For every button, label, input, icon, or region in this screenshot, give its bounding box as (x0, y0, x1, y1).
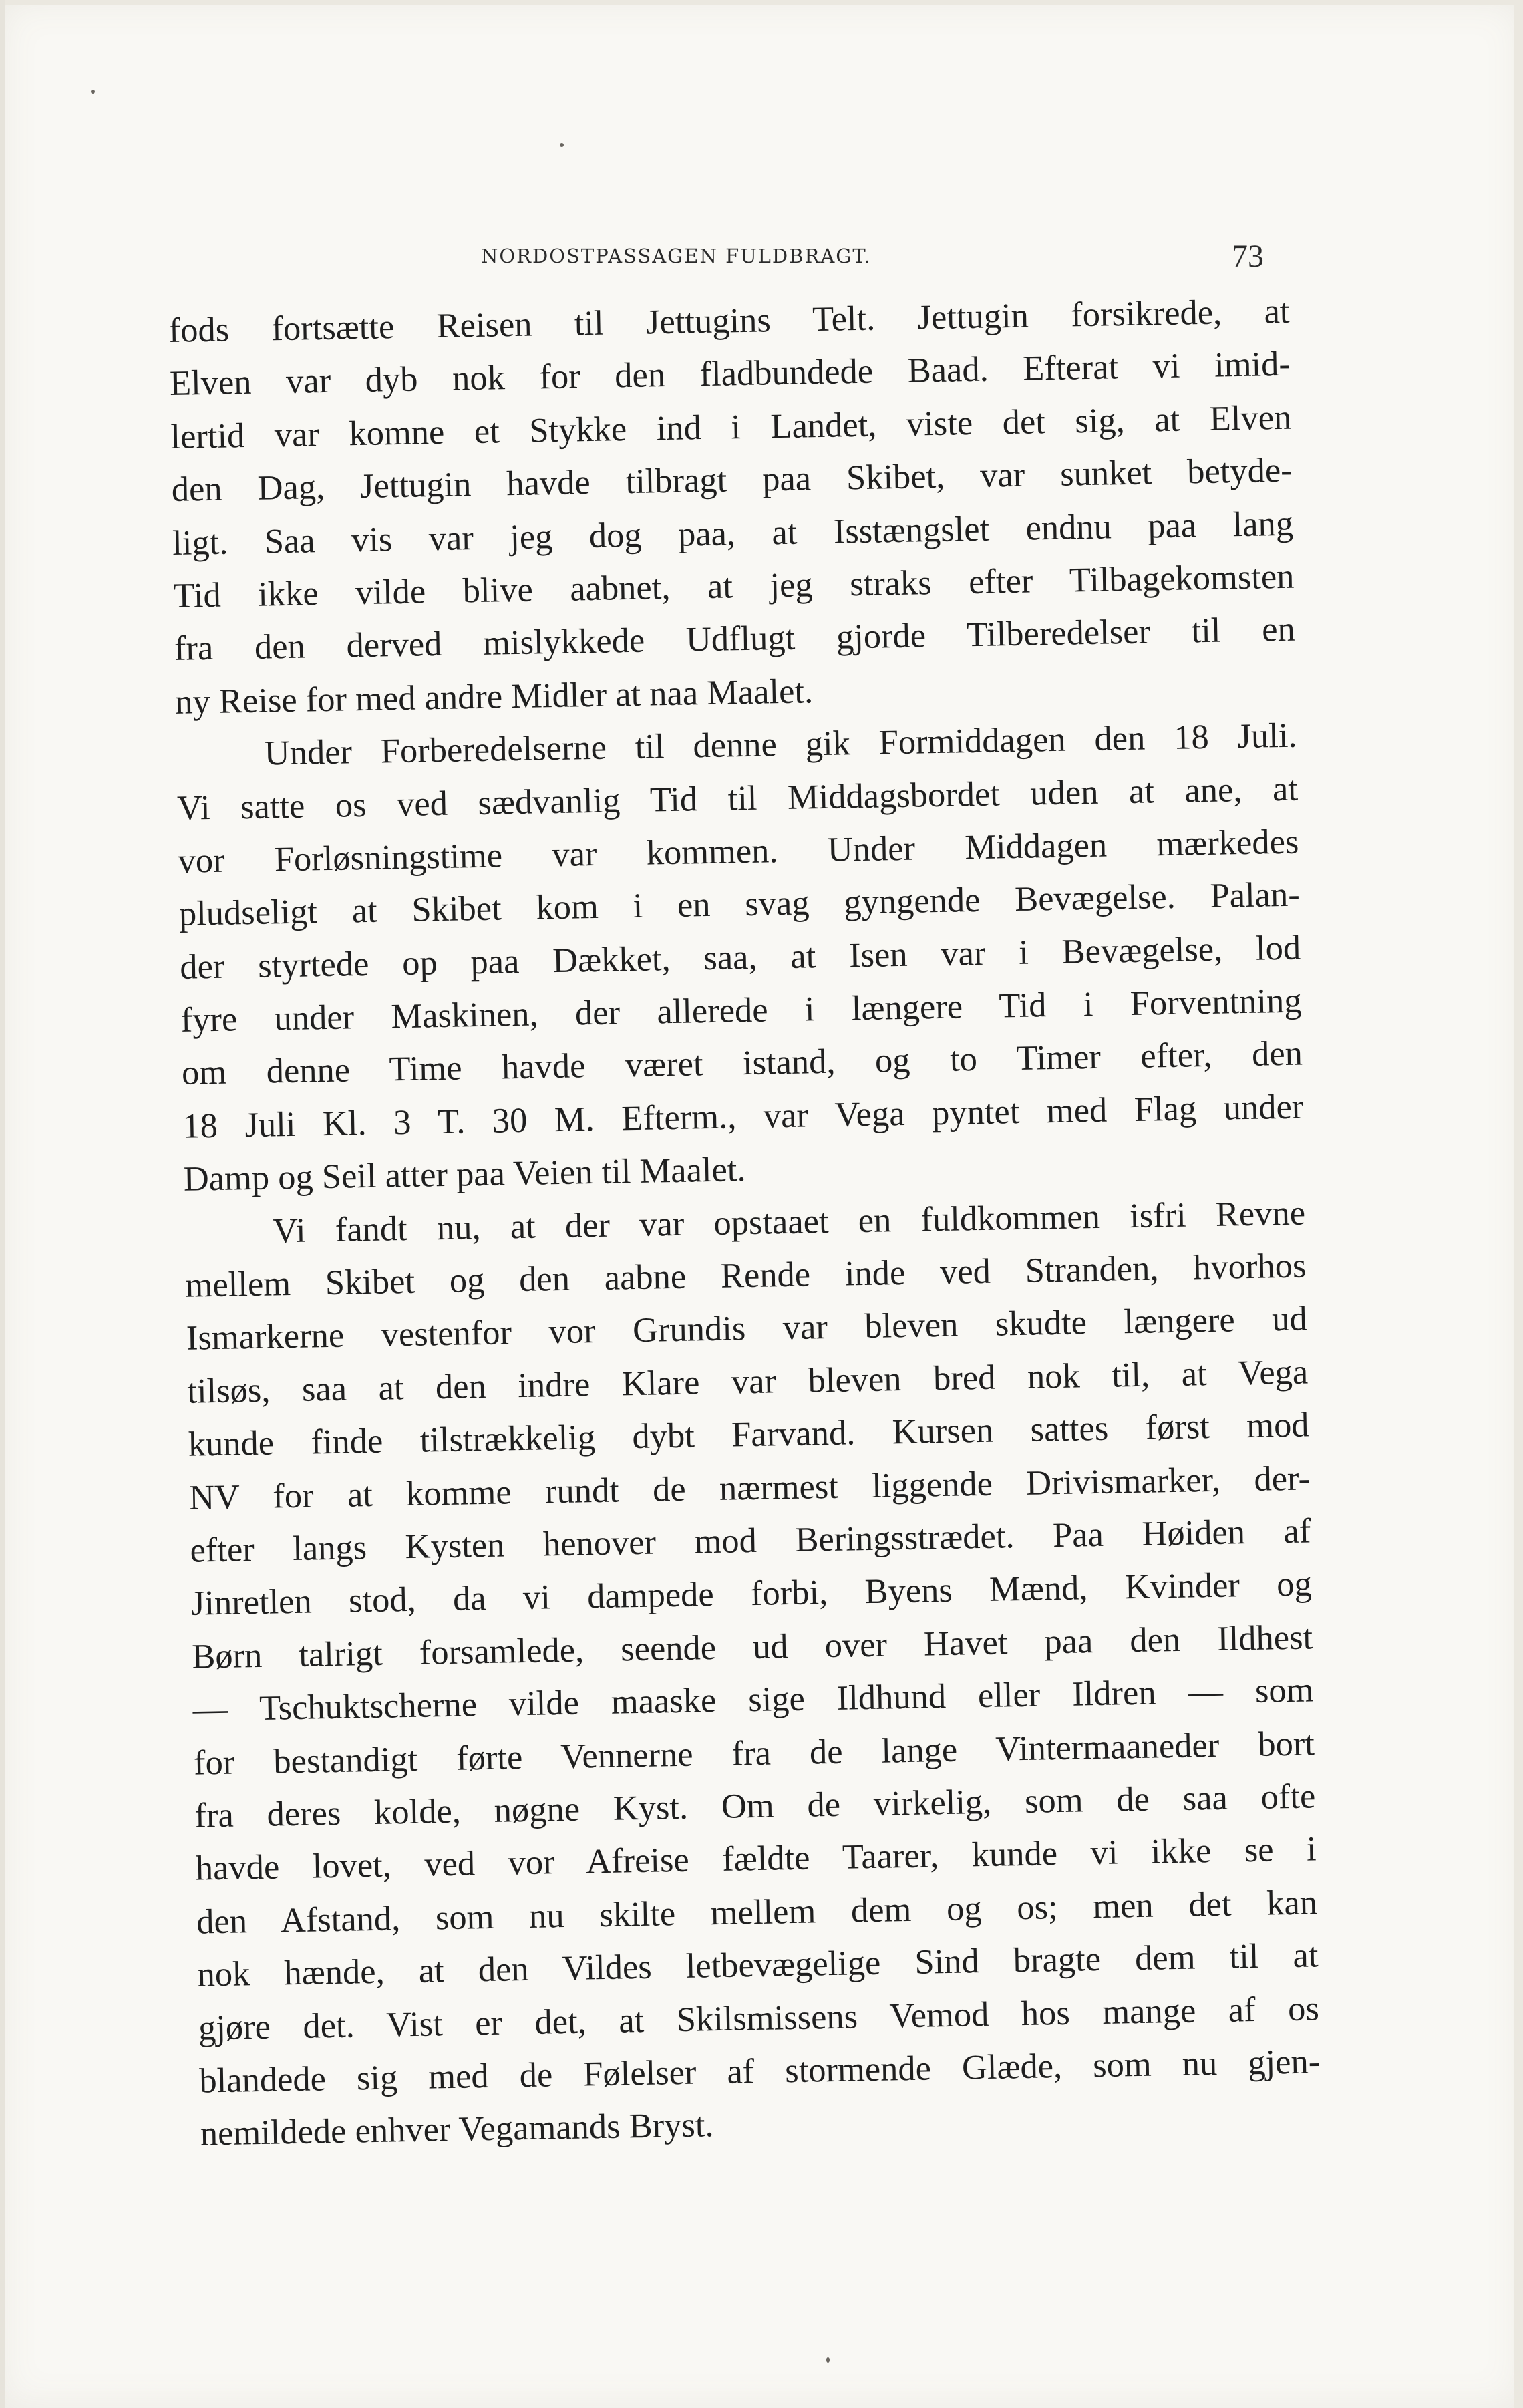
text-line: blandede sig med de Følelser af stormende Glæde, som nu gjen- (198, 2042, 1321, 2101)
paragraph-start-line: Under Forberedelserne til denne gik Formiddagen den 18 Juli. (264, 716, 1298, 773)
text-line: Jinretlen stod, da vi dampede forbi, Byens Mænd, Kvinder og (190, 1564, 1313, 1624)
text-line: fra deres kolde, nøgne Kyst. Om de virkelig, som de saa ofte (194, 1777, 1316, 1835)
text-line: nok hænde, at den Vildes letbevægelige Sind bragte dem til at (197, 1936, 1319, 1994)
text-line: kunde finde tilstrækkelig dybt Farvand. Kursen sattes først mod (188, 1405, 1310, 1464)
page-edge-top (0, 0, 1523, 5)
text-line: vor Forløsningstime var kommen. Under Middagen mærkedes (178, 822, 1299, 881)
text-line: 18 Juli Kl. 3 T. 30 M. Efterm., var Vega pyntet med Flag under (182, 1087, 1304, 1146)
text-line: den Dag, Jettugin havde tilbragt paa Skibet, var sunket betyde- (171, 450, 1293, 510)
page-number: 73 (1232, 239, 1264, 274)
text-line: ny Reise for med andre Midler at naa Maalet. (174, 671, 814, 722)
text-line: fods fortsætte Reisen til Jettugins Telt. Jettugin forsikrede, at (168, 291, 1290, 350)
text-line: mellem Skibet og den aabne Rende inde ved Stranden, hvorhos (185, 1246, 1307, 1305)
text-line: fra den derved mislykkede Udflugt gjorde Tilberedelser til en (174, 609, 1296, 669)
page-edge-right (1514, 0, 1523, 2408)
page-header (481, 238, 1269, 285)
running-head: NORDOSTPASSAGEN FULDBRAGT. (481, 245, 872, 267)
text-line: Vi satte os ved sædvanlig Tid til Middagsbordet uden at ane, at (176, 769, 1299, 828)
text-line: for bestandigt førte Vennerne fra de lange Vintermaaneder bort (193, 1723, 1315, 1783)
text-line: gjøre det. Vist er det, at Skilsmissens Vemod hos mange af os (198, 1988, 1320, 2048)
text-line: pludseligt at Skibet kom i en svag gyngende Bevægelse. Palan- (178, 875, 1301, 934)
paper-speck (560, 143, 564, 147)
text-line: nemildede enhver Vegamands Bryst. (200, 2105, 715, 2153)
paper-speck (826, 2357, 830, 2363)
text-line: — Tschuktscherne vilde maaske sige Ildhund eller Ildren — som (192, 1670, 1314, 1729)
text-line: Ismarkerne vestenfor vor Grundis var bleven skudte længere ud (186, 1299, 1308, 1358)
page-edge-left (0, 0, 5, 2408)
text-line: Elven var dyb nok for den fladbundede Baad. Efterat vi imid- (169, 345, 1291, 404)
text-line: lertid var komne et Stykke ind i Landet, viste det sig, at Elven (170, 398, 1292, 456)
text-line: den Afstand, som nu skilte mellem dem og os; men det kan (196, 1883, 1318, 1942)
text-line: havde lovet, ved vor Afreise fældte Taarer, kunde vi ikke se i (195, 1829, 1317, 1888)
text-line: der styrtede op paa Dækket, saa, at Isen var i Bevægelse, lod (179, 928, 1301, 987)
paragraph-start-line: Vi fandt nu, at der var opstaaet en fuldkommen isfri Revne (272, 1193, 1306, 1251)
text-line: Damp og Seil atter paa Veien til Maalet. (183, 1150, 746, 1199)
text-line: tilsøs, saa at den indre Klare var bleven bred nok til, at Vega (186, 1352, 1309, 1411)
text-line: ligt. Saa vis var jeg dog paa, at Isstængslet endnu paa lang (172, 504, 1294, 563)
body-text (168, 285, 1322, 2202)
text-line: om denne Time havde været istand, og to Timer efter, den (181, 1034, 1303, 1093)
text-line: efter langs Kysten henover mod Beringsstrædet. Paa Høiden af (190, 1511, 1311, 1570)
text-line: Børn talrigt forsamlede, seende ud over Havet paa den Ildhest (191, 1618, 1313, 1676)
text-line: NV for at komme rundt de nærmest liggende Drivismarker, der- (188, 1459, 1311, 1517)
text-line: Tid ikke vilde blive aabnet, at jeg straks efter Tilbagekomsten (173, 557, 1295, 615)
text-line: fyre under Maskinen, der allerede i længere Tid i Forventning (180, 981, 1302, 1040)
paper-speck (91, 90, 95, 94)
